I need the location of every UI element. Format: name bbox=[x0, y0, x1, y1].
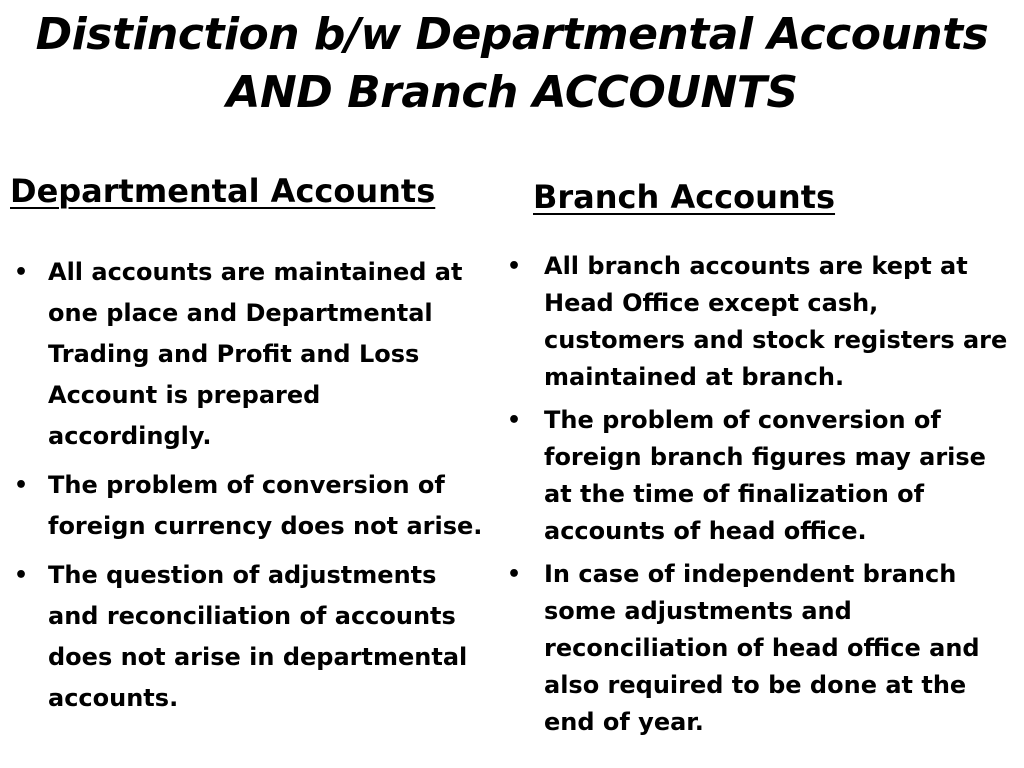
bullet-icon: • bbox=[14, 473, 29, 498]
branch-point-2: The problem of conversion of foreign branch figures may arise at the time of finalization of accounts of head office. bbox=[544, 406, 986, 545]
list-item bbox=[503, 556, 1018, 741]
branch-accounts-heading: Branch Accounts bbox=[533, 178, 836, 216]
departmental-point-3: The question of adjustments and reconciliation of accounts does not arise in departmental accounts. bbox=[48, 561, 468, 712]
slide-title-line-2: AND Branch ACCOUNTS bbox=[226, 67, 798, 118]
departmental-point-2: The problem of conversion of foreign currency does not arise. bbox=[48, 471, 483, 540]
list-item bbox=[503, 402, 1018, 550]
slide-title bbox=[0, 6, 1024, 122]
departmental-accounts-heading: Departmental Accounts bbox=[10, 172, 436, 210]
bullet-icon: • bbox=[507, 408, 522, 433]
list-item bbox=[10, 465, 488, 547]
branch-point-1: All branch accounts are kept at Head Office except cash, customers and stock registers are maintained at branch. bbox=[544, 252, 1008, 391]
list-item bbox=[10, 252, 488, 457]
branch-points-list bbox=[503, 248, 1018, 747]
departmental-points-list bbox=[10, 252, 488, 727]
list-item bbox=[10, 555, 488, 719]
branch-point-3: In case of independent branch some adjustments and reconciliation of head office and also required to be done at the end of year. bbox=[544, 560, 980, 736]
bullet-icon: • bbox=[14, 260, 29, 285]
bullet-icon: • bbox=[14, 563, 29, 588]
departmental-point-1: All accounts are maintained at one place and Departmental Trading and Profit and Loss Account is prepared accordingly. bbox=[48, 258, 463, 450]
slide-title-line-1: Distinction b/w Departmental Accounts bbox=[35, 9, 989, 60]
bullet-icon: • bbox=[507, 254, 522, 279]
bullet-icon: • bbox=[507, 562, 522, 587]
list-item bbox=[503, 248, 1018, 396]
